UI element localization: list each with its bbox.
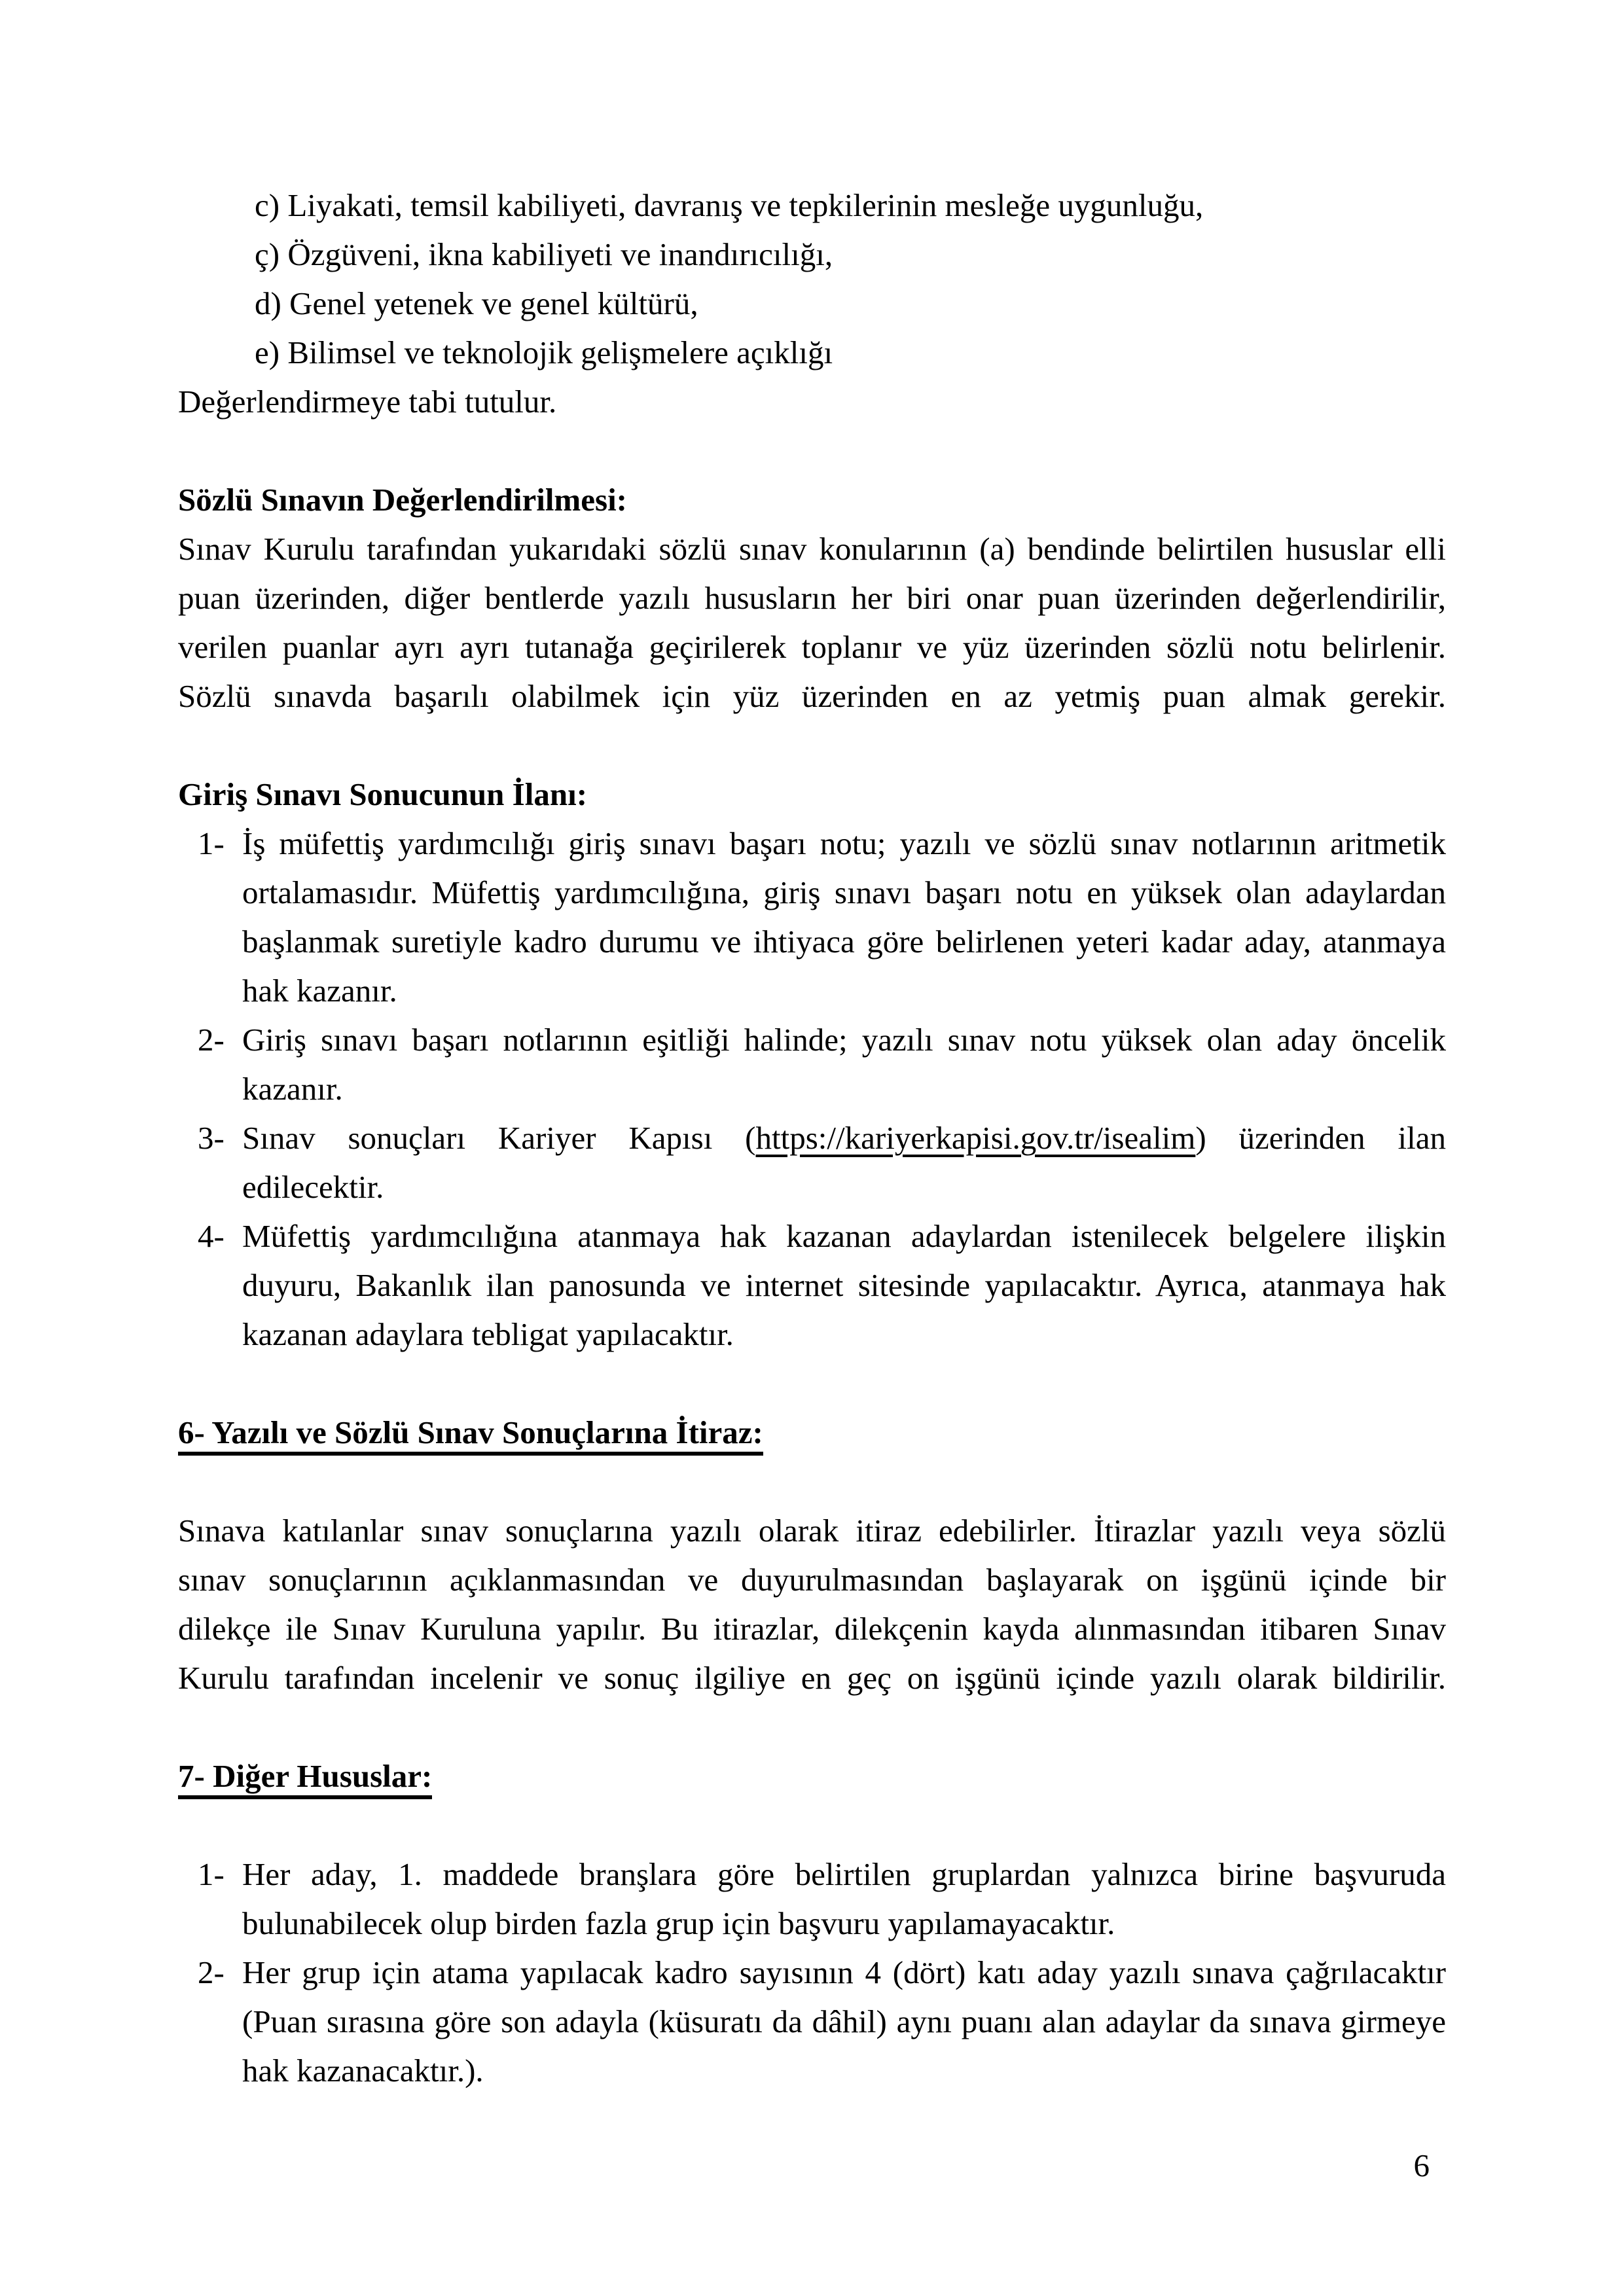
paragraph-sozlu-sinav-degerlendirme (178, 524, 1446, 721)
list-item-ilan-1 (178, 819, 1446, 1015)
paragraph-itiraz (178, 1506, 1446, 1702)
evaluation-criteria (178, 181, 1446, 426)
text-line: Her grup için atama yapılacak kadro sayısının 4 (dört) katı aday yazılı sınava çağrılacaktır (242, 1954, 1446, 1990)
page-content (178, 181, 1446, 2095)
heading-giris-sinavi-sonucunun-ilani (178, 770, 1446, 819)
text-run: ) üzerinden ilan (1195, 1120, 1446, 1156)
text-line: Sınava katılanlar sınav sonuçlarına yazılı olarak itiraz edebilirler. İtirazlar yazılı veya sözlü (178, 1513, 1446, 1549)
text-line: kazanan adaylara tebligat yapılacaktır. (242, 1316, 734, 1352)
text-line: e) Bilimsel ve teknolojik gelişmelere açıklığı (255, 334, 833, 370)
heading-diger-hususlar-text: 7- Diğer Hususlar: (178, 1758, 432, 1799)
text-line: verilen puanlar ayrı ayrı tutanağa geçirilerek toplanır ve yüz üzerinden sözlü notu belirlenir. (178, 629, 1446, 665)
page-number: 6 (1413, 2147, 1430, 2183)
text-line: sınav sonuçlarının açıklanmasından ve duyurulmasından başlayarak on işgünü içinde bir (178, 1562, 1446, 1598)
text-line: Her aday, 1. maddede branşlara göre belirtilen gruplardan yalnızca birine başvuruda (242, 1856, 1446, 1892)
heading-giris-sinavi-sonucunun-ilani-text: Giriş Sınavı Sonucunun İlanı: (178, 776, 588, 812)
heading-sozlu-sinavin-degerlendirilmesi-text: Sözlü Sınavın Değerlendirilmesi: (178, 482, 627, 518)
heading-sozlu-sinavin-degerlendirilmesi (178, 475, 1446, 524)
text-line: Değerlendirmeye tabi tutulur. (178, 384, 557, 420)
text-line: ç) Özgüveni, ikna kabiliyeti ve inandırıcılığı, (255, 236, 833, 272)
list-marker: 2- (198, 1022, 225, 1058)
text-line: başlanmak suretiyle kadro durumu ve ihtiyaca göre belirlenen yeteri kadar aday, atanmaya (242, 924, 1446, 960)
text-line: Kurulu tarafından incelenir ve sonuç ilgiliye en geç on işgünü içinde yazılı olarak bildirilir. (178, 1660, 1446, 1696)
text-line (242, 1113, 1446, 1162)
list-item-diger-2 (178, 1948, 1446, 2095)
text-line: hak kazanır. (242, 973, 397, 1009)
heading-itiraz (178, 1408, 1446, 1457)
list-item-diger-1 (178, 1850, 1446, 1948)
list-marker: 3- (198, 1120, 225, 1156)
text-line: bulunabilecek olup birden fazla grup için başvuru yapılamayacaktır. (242, 1905, 1115, 1941)
text-line: Müfettiş yardımcılığına atanmaya hak kazanan adaylardan istenilecek belgelere ilişkin (242, 1218, 1446, 1254)
list-item-ilan-4 (178, 1211, 1446, 1359)
list-marker: 1- (198, 825, 225, 861)
text-line: hak kazanacaktır.). (242, 2053, 484, 2089)
list-marker: 1- (198, 1856, 225, 1892)
text-line: kazanır. (242, 1071, 343, 1107)
heading-itiraz-text: 6- Yazılı ve Sözlü Sınav Sonuçlarına İtiraz: (178, 1414, 763, 1456)
text-line: d) Genel yetenek ve genel kültürü, (255, 285, 698, 321)
text-line: edilecektir. (242, 1169, 384, 1205)
text-line: İş müfettiş yardımcılığı giriş sınavı başarı notu; yazılı ve sözlü sınav notlarının aritmetik (242, 825, 1446, 861)
text-line: Sınav Kurulu tarafından yukarıdaki sözlü sınav konularının (a) bendinde belirtilen hususlar elli (178, 531, 1446, 567)
page-footer (178, 2141, 1430, 2190)
list-item-ilan-2 (178, 1015, 1446, 1113)
text-line: puan üzerinden, diğer bentlerde yazılı hususların her biri onar puan üzerinden değerlendirilir, (178, 580, 1446, 616)
list-marker: 4- (198, 1218, 225, 1254)
list-marker: 2- (198, 1954, 225, 1990)
text-run: Sınav sonuçları Kariyer Kapısı ( (242, 1120, 756, 1156)
text-line: c) Liyakati, temsil kabiliyeti, davranış ve tepkilerinin mesleğe uygunluğu, (255, 187, 1204, 223)
heading-diger-hususlar (178, 1751, 1446, 1801)
text-line: Sözlü sınavda başarılı olabilmek için yüz üzerinden en az yetmiş puan almak gerekir. (178, 678, 1446, 714)
text-line: duyuru, Bakanlık ilan panosunda ve internet sitesinde yapılacaktır. Ayrıca, atanmaya hak (242, 1267, 1446, 1303)
list-item-ilan-3 (178, 1113, 1446, 1211)
text-line: Giriş sınavı başarı notlarının eşitliği halinde; yazılı sınav notu yüksek olan aday öncelik (242, 1022, 1446, 1058)
text-line: ortalamasıdır. Müfettiş yardımcılığına, giriş sınavı başarı notu en yüksek olan adaylardan (242, 874, 1446, 910)
career-portal-link[interactable]: https://kariyerkapisi.gov.tr/isealim (755, 1120, 1196, 1156)
text-line: (Puan sırasına göre son adayla (küsuratı da dâhil) aynı puanı alan adaylar da sınava girmeye (242, 2003, 1446, 2039)
text-line: dilekçe ile Sınav Kuruluna yapılır. Bu itirazlar, dilekçenin kayda alınmasından itibaren Sınav (178, 1611, 1446, 1647)
